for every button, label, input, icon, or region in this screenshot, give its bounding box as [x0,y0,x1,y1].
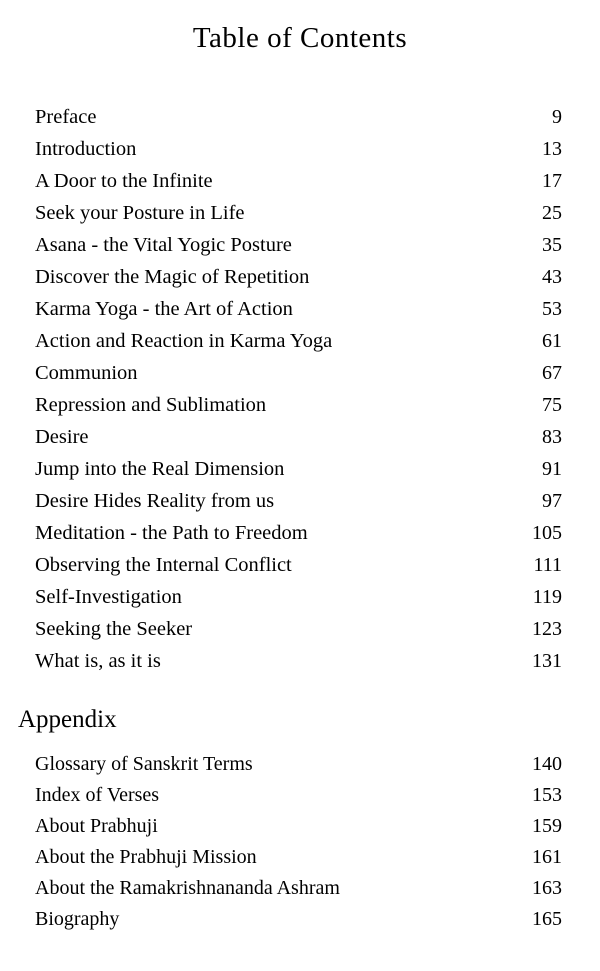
chapter-label: Meditation - the Path to Freedom [35,522,308,544]
list-item[interactable] [0,811,600,842]
chapter-page-number: 35 [542,234,562,256]
chapter-page-number: 97 [542,490,562,512]
chapter-label: Discover the Magic of Repetition [35,266,310,288]
chapter-label: Jump into the Real Dimension [35,458,285,480]
list-item[interactable] [0,101,600,133]
chapter-label: Karma Yoga - the Art of Action [35,298,293,320]
appendix-label: About the Ramakrishnananda Ashram [35,877,340,899]
list-item[interactable] [0,197,600,229]
list-item[interactable] [0,389,600,421]
list-item[interactable] [0,645,600,677]
appendix-label: Glossary of Sanskrit Terms [35,753,253,775]
chapter-page-number: 43 [542,266,562,288]
chapter-label: Introduction [35,138,137,160]
appendix-label: About Prabhuji [35,815,158,837]
chapter-page-number: 111 [533,554,562,576]
appendix-page-number: 163 [532,877,562,899]
chapter-page-number: 9 [552,106,562,128]
list-item[interactable] [0,873,600,904]
chapter-label: Action and Reaction in Karma Yoga [35,330,333,352]
chapter-label: Asana - the Vital Yogic Posture [35,234,292,256]
chapter-page-number: 131 [532,650,562,672]
appendix-page-number: 161 [532,846,562,868]
chapter-page-number: 105 [532,522,562,544]
chapter-page-number: 123 [532,618,562,640]
chapter-label: A Door to the Infinite [35,170,213,192]
chapter-page-number: 17 [542,170,562,192]
list-item[interactable] [0,613,600,645]
chapter-label: Seeking the Seeker [35,618,193,640]
list-item[interactable] [0,421,600,453]
list-item[interactable] [0,485,600,517]
list-item[interactable] [0,357,600,389]
list-item[interactable] [0,780,600,811]
chapter-label: Seek your Posture in Life [35,202,245,224]
chapter-label: Observing the Internal Conflict [35,554,292,576]
list-item[interactable] [0,325,600,357]
chapter-page-number: 13 [542,138,562,160]
chapter-label: What is, as it is [35,650,161,672]
chapter-page-number: 25 [542,202,562,224]
list-item[interactable] [0,133,600,165]
appendix-page-number: 159 [532,815,562,837]
list-item[interactable] [0,517,600,549]
list-item[interactable] [0,165,600,197]
chapter-page-number: 119 [532,586,562,608]
list-item[interactable] [0,261,600,293]
chapter-list [0,101,600,677]
chapter-label: Communion [35,362,138,384]
list-item[interactable] [0,229,600,261]
appendix-label: Index of Verses [35,784,160,806]
chapter-page-number: 67 [542,362,562,384]
page-title: Table of Contents [192,22,408,54]
chapter-page-number: 83 [542,426,562,448]
appendix-heading: Appendix [18,706,117,733]
chapter-label: Self-Investigation [35,586,182,608]
chapter-page-number: 61 [542,330,562,352]
chapter-label: Desire [35,426,89,448]
list-item[interactable] [0,842,600,873]
appendix-label: Biography [35,908,120,930]
appendix-page-number: 153 [532,784,562,806]
list-item[interactable] [0,549,600,581]
list-item[interactable] [0,904,600,935]
appendix-list [0,749,600,935]
list-item[interactable] [0,581,600,613]
appendix-page-number: 165 [532,908,562,930]
chapter-label: Desire Hides Reality from us [35,490,275,512]
chapter-page-number: 53 [542,298,562,320]
list-item[interactable] [0,749,600,780]
table-of-contents-page [0,22,600,971]
appendix-label: About the Prabhuji Mission [35,846,257,868]
appendix-page-number: 140 [532,753,562,775]
chapter-label: Preface [35,106,97,128]
chapter-page-number: 75 [542,394,562,416]
list-item[interactable] [0,293,600,325]
chapter-page-number: 91 [542,458,562,480]
chapter-label: Repression and Sublimation [35,394,267,416]
list-item[interactable] [0,453,600,485]
